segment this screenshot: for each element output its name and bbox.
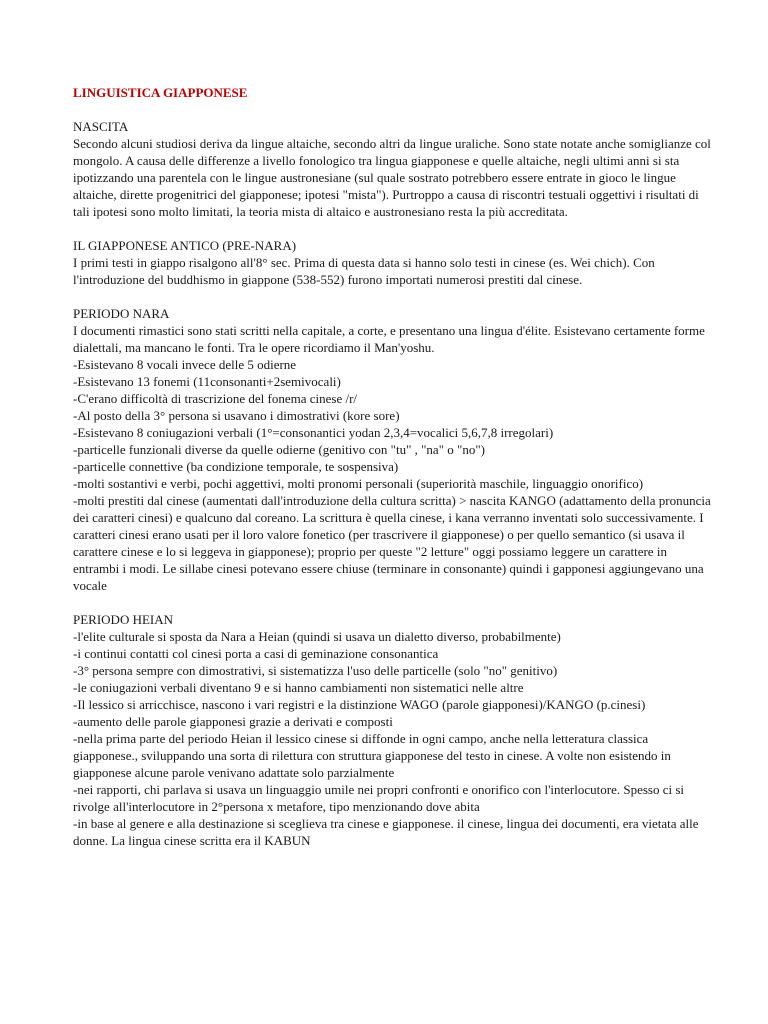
list-item: -3° persona sempre con dimostrativi, si sistematizza l'uso delle particelle (solo "no" genitivo): [73, 663, 558, 678]
section-heading: PERIODO NARA: [73, 306, 170, 321]
list-item: -nella prima parte del periodo Heian il lessico cinese si diffonde in ogni campo, anche nella letteratura classica giapponese., sviluppando una sorta di rilettura con struttura giapponese del testo in cinese. A volte non esistendo in giapponese alcune parole venivano adattate solo parzialmente: [73, 731, 671, 780]
list-item: -molti sostantivi e verbi, pochi aggettivi, molti pronomi personali (superiorità maschile, linguaggio onorifico): [73, 476, 644, 491]
list-item: -l'elite culturale si sposta da Nara a Heian (quindi si usava un dialetto diverso, probabilmente): [73, 629, 561, 644]
section-periodo-nara: [73, 305, 713, 594]
section-nascita: [73, 118, 713, 220]
document-page: [73, 84, 713, 866]
list-item: -particelle funzionali diverse da quelle odierne (genitivo con "tu" , "na" o "no"): [73, 442, 485, 457]
section-periodo-heian: [73, 611, 713, 849]
document-title: LINGUISTICA GIAPPONESE: [73, 85, 248, 100]
list-item: -Il lessico si arricchisce, nascono i vari registri e la distinzione WAGO (parole giapponesi)/KANGO (p.cinesi): [73, 697, 646, 712]
list-item: -Al posto della 3° persona si usavano i dimostrativi (kore sore): [73, 408, 400, 423]
list-item: -C'erano difficoltà di trascrizione del fonema cinese /r/: [73, 391, 358, 406]
paragraph: I documenti rimastici sono stati scritti nella capitale, a corte, e presentano una lingua d'élite. Esistevano certamente forme dialettali, ma mancano le fonti. Tra le opere ricordiamo il Man'yoshu.: [73, 323, 705, 355]
section-giapponese-antico: [73, 237, 713, 288]
list-item: -Esistevano 13 fonemi (11consonanti+2semivocali): [73, 374, 341, 389]
section-heading: IL GIAPPONESE ANTICO (PRE-NARA): [73, 238, 297, 253]
list-item: -molti prestiti dal cinese (aumentati dall'introduzione della cultura scritta) > nascita KANGO (adattamento della pronuncia dei caratteri cinesi) e qualcuno dal coreano. La scrittura è quella cinese, i kana verranno inventati solo successivamente. I caratteri cinesi erano usati per il loro valore fonetico (per trascrivere il giapponese) o per quello semantico (si usava il carattere cinese e lo si leggeva in giapponese); proprio per queste "2 letture" oggi possiamo leggere un carattere in entrambi i modi. Le sillabe cinesi potevano essere chiuse (terminare in consonante) quindi i gapponesi aggiungevano una vocale: [73, 493, 711, 593]
paragraph: Secondo alcuni studiosi deriva da lingue altaiche, secondo altri da lingue uraliche. Sono state notate anche somiglianze col mongolo. A causa delle differenze a livello fonologico tra lingua giapponese e quelle altaiche, negli ultimi anni si sta ipotizzando una parentela con le lingue austronesiane (sul quale sostrato potrebbero essere entrate in gioco le lingue altaiche, dirette progenitrici del giapponese; ipotesi "mista"). Purtroppo a causa di riscontri testuali oggettivi i risultati di tali ipotesi sono molto limitati, la teoria mista di altaico e austronesiano resta la più accreditata.: [73, 136, 711, 219]
list-item: -aumento delle parole giapponesi grazie a derivati e composti: [73, 714, 393, 729]
paragraph: I primi testi in giappo risalgono all'8° sec. Prima di questa data si hanno solo testi in cinese (es. Wei chich). Con l'introduzione del buddhismo in giappone (538-552) furono importati numerosi prestiti dal cinese.: [73, 255, 655, 287]
section-heading: PERIODO HEIAN: [73, 612, 174, 627]
list-item: -Esistevano 8 vocali invece delle 5 odierne: [73, 357, 297, 372]
section-heading: NASCITA: [73, 119, 129, 134]
list-item: -Esistevano 8 coniugazioni verbali (1°=consonantici yodan 2,3,4=vocalici 5,6,7,8 irregolari): [73, 425, 554, 440]
list-item: -in base al genere e alla destinazione si sceglieva tra cinese e giapponese. il cinese, lingua dei documenti, era vietata alle donne. La lingua cinese scritta era il KABUN: [73, 816, 699, 848]
list-item: -i continui contatti col cinesi porta a casi di geminazione consonantica: [73, 646, 439, 661]
list-item: -particelle connettive (ba condizione temporale, te sospensiva): [73, 459, 399, 474]
list-item: -nei rapporti, chi parlava si usava un linguaggio umile nei propri confronti e onorifico con l'interlocutore. Spesso ci si rivolge all'interlocutore in 2°persona x metafore, tipo menzionando dove abita: [73, 782, 685, 814]
list-item: -le coniugazioni verbali diventano 9 e si hanno cambiamenti non sistematici nelle altre: [73, 680, 524, 695]
